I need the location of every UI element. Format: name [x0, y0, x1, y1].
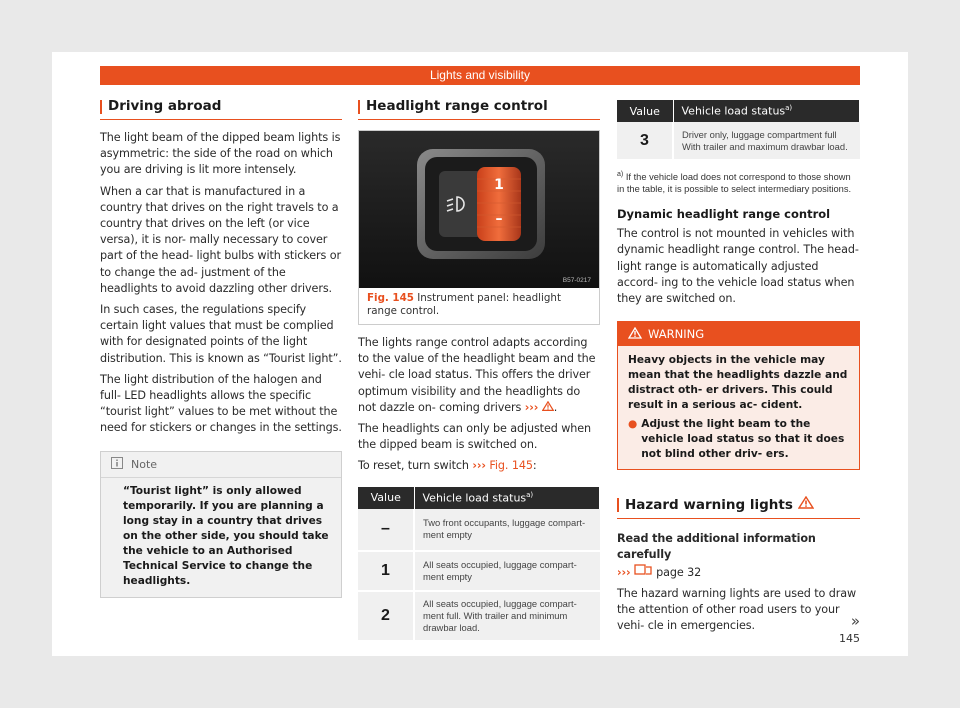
- paragraph: The control is not mounted in vehicles with dynamic headlight range control. The head- light range is automatically adjusted accord- ing to the vehicle load status when they are switched on.: [617, 227, 859, 305]
- figure-link-arrows: ›››: [472, 459, 486, 473]
- headlight-range-column: [358, 98, 600, 642]
- read-more: Read the additional information carefully ››› page 32: [617, 532, 816, 579]
- page-reference-link[interactable]: page 32: [656, 565, 702, 579]
- row-value: 1: [358, 551, 414, 591]
- dial-label-minus: –: [495, 211, 503, 227]
- warning-triangle-icon: [628, 327, 642, 342]
- table-row: [358, 509, 600, 551]
- paragraph: The hazard warning lights are used to draw the attention of other road users to your vehi- cle in emergencies.: [617, 586, 857, 633]
- continued-marker: »: [850, 612, 860, 630]
- row-value: 2: [358, 591, 414, 641]
- table-header-value: Value: [358, 487, 414, 509]
- warning-box: [617, 321, 860, 470]
- driving-abroad-heading: Driving abroad: [100, 98, 342, 120]
- row-value: –: [358, 509, 414, 551]
- headlight-range-heading: Headlight range control: [358, 98, 600, 120]
- note-header: [101, 452, 341, 478]
- warning-triangle-icon: [798, 497, 814, 513]
- paragraph: When a car that is manufactured in a country that drives on the right travels to a country that drives on the left (or vice versa), it is nor- mally necessary to cover part of the head- light bulbs with stickers or to change the ad- justment of the headlights to avoid dazzling other drivers.: [100, 184, 341, 295]
- paragraph: The headlights can only be adjusted when the dipped beam is switched on.: [358, 422, 592, 452]
- image-code: B57-0217: [562, 277, 591, 284]
- warning-header: WARNING: [618, 322, 859, 346]
- table-footnote: $^{a)}$ If the vehicle load does not correspond to those shown in the table, it is possible to select intermediary positions.: [617, 171, 852, 195]
- bullet-icon: ●: [628, 418, 638, 431]
- paragraph: The light distribution of the halogen and full- LED headlights allows the specific “tourist light” values to be met without the need for stickers or changes in the settings.: [100, 372, 342, 435]
- info-icon: [111, 457, 123, 472]
- section-header: Lights and visibility: [100, 66, 860, 85]
- load-status-table: [358, 487, 600, 642]
- paragraph: The lights range control adapts according to the value of the headlight beam and the vehi- cle load status. This offers the driver optimum visibility and the headlights do not dazzle on- coming drivers ››› .: [358, 336, 596, 414]
- dial-label-1: 1: [494, 177, 504, 193]
- figure-label: Fig. 145: [367, 292, 414, 304]
- table-header-status: Vehicle load status$^{a)}$: [414, 487, 600, 509]
- warning-triangle-icon: [542, 401, 554, 414]
- table-header-status: Vehicle load status$^{a)}$: [673, 100, 860, 122]
- note-text: “Tourist light” is only allowed temporarily. If you are planning a long stay in a country that drives on the other side, you should take the vehicle to an Authorised Technical Service to change the headlights.: [123, 484, 329, 587]
- figure-caption: [359, 288, 599, 324]
- figure-link[interactable]: Fig. 145: [489, 459, 533, 473]
- cross-reference-link[interactable]: ›››: [524, 400, 539, 414]
- row-value: 3: [617, 122, 673, 160]
- row-status: All seats occupied, luggage compart- ment empty: [414, 551, 600, 591]
- table-row: [358, 591, 600, 641]
- paragraph: In such cases, the regulations specify certain light values that must be complied with for designated points of the light distribution. This is known as “Tourist light”.: [100, 303, 342, 365]
- right-column: [617, 100, 860, 634]
- row-status: Two front occupants, luggage compart- ment empty: [414, 509, 600, 551]
- figure-caption-text: Instrument panel: headlight range control.: [367, 292, 561, 317]
- manual-reference-icon: [634, 566, 652, 579]
- table-header-value: Value: [617, 100, 673, 122]
- hazard-heading: Hazard warning lights: [617, 496, 860, 519]
- row-status: All seats occupied, luggage compart- ment full. With trailer and minimum drawbar load.: [414, 591, 600, 641]
- table-row: [617, 122, 860, 160]
- page-number: 145: [839, 632, 860, 645]
- paragraph: To reset, turn switch ››› Fig. 145:: [358, 459, 537, 473]
- row-status: Driver only, luggage compartment full With trailer and maximum drawbar load.: [673, 122, 860, 160]
- headlight-control-photo: [359, 131, 599, 288]
- paragraph: The light beam of the dipped beam lights is asymmetric: the side of the road on which you are driving is lit more intensely.: [100, 131, 341, 177]
- warning-text: Heavy objects in the vehicle may mean that the headlights dazzle and distract oth- er drivers. This could result in a serious ac- cident. ● Adjust the light beam to the vehicle load status so that it does not blind other driv- ers.: [628, 354, 848, 461]
- note-box: [100, 451, 342, 598]
- table-row: [358, 551, 600, 591]
- note-title: Note: [131, 457, 158, 471]
- load-status-table-continued: [617, 100, 860, 161]
- dynamic-range-heading: Dynamic headlight range control: [617, 207, 831, 222]
- figure-145: [358, 130, 600, 325]
- warning-bullet: ● Adjust the light beam to the vehicle load status so that it does not blind other driv- ers.: [628, 418, 845, 461]
- driving-abroad-column: [100, 98, 342, 598]
